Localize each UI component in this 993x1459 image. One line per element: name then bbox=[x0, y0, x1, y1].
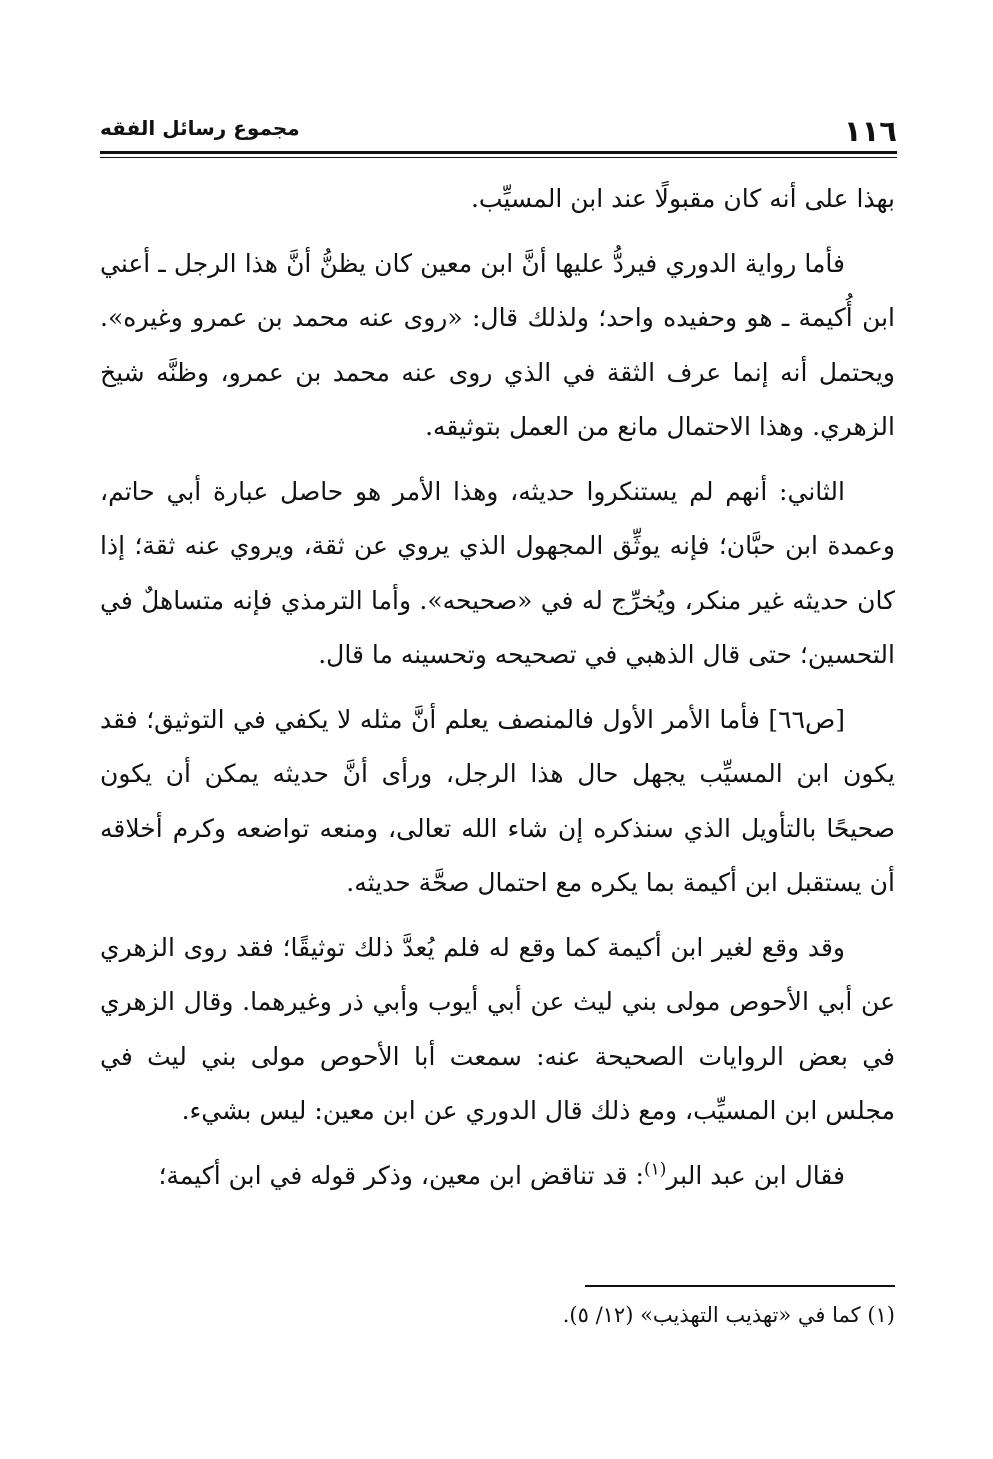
paragraph-second: الثاني: أنهم لم يستنكروا حديثه، وهذا الأمر هو حاصل عبارة أبي حاتم، وعمدة ابن حبَّان؛ فإنه يوثِّق المجهول الذي يروي عن ثقة، ويروي عنه ثقة؛ إذا كان حديثه غير منكر، ويُخرِّج له في «صحيحه». وأما الترمذي فإنه متساهلٌ في التحسين؛ حتى قال الذهبي في تصحيحه وتحسينه ما قال. bbox=[100, 476, 895, 669]
paragraph-ibn-abd-al-barr bbox=[100, 1149, 895, 1204]
header-rule-thick bbox=[100, 151, 897, 154]
paragraph-dawri: فأما رواية الدوري فيردُّ عليها أنَّ ابن معين كان يظنُّ أنَّ هذا الرجل ـ أعني ابن أُكيمة ـ هو وحفيده واحد؛ ولذلك قال: «روى عنه محمد بن عمرو وغيره». ويحتمل أنه إنما عرف الثقة في الذي روى عنه محمد بن عمرو، وظنَّه شيخ الزهري. وهذا الاحتمال مانع من العمل بتوثيقه. bbox=[100, 248, 895, 441]
paragraph-zuhri: وقد وقع لغير ابن أكيمة كما وقع له فلم يُعدَّ ذلك توثيقًا؛ فقد روى الزهري عن أبي الأحوص مولى بني ليث عن أبي أيوب وأبي ذر وغيرهما. وقال الزهري في بعض الروايات الصحيحة عنه: سمعت أبا الأحوص مولى بني ليث في مجلس ابن المسيِّب، ومع ذلك قال الدوري عن ابن معين: ليس بشيء. bbox=[100, 932, 895, 1125]
footnotes bbox=[100, 1298, 895, 1332]
footnote-1: (١) كما في «تهذيب التهذيب» (١٢/ ٥). bbox=[562, 1303, 895, 1327]
running-title: مجموع رسائل الفقه bbox=[100, 116, 300, 140]
footnote-separator bbox=[585, 1285, 895, 1287]
header-rule-thin bbox=[100, 157, 897, 158]
main-text bbox=[100, 172, 895, 1213]
paragraph-text-end: : قد تناقض ابن معين، وذكر قوله في ابن أكيمة؛ bbox=[158, 1160, 644, 1190]
paragraph-first-matter: [ص٦٦] فأما الأمر الأول فالمنصف يعلم أنَّ مثله لا يكفي في التوثيق؛ فقد يكون ابن المسيِّب يجهل حال هذا الرجل، ورأى أنَّ حديثه يمكن أن يكون صحيحًا بالتأويل الذي سنذكره إن شاء الله تعالى، ومنعه تواضعه وكرم أخلاقه أن يستقبل ابن أكيمة بما يكره مع احتمال صحَّة حديثه. bbox=[100, 704, 895, 897]
footnote-marker: (١) bbox=[643, 1159, 667, 1180]
paragraph-text-start: فقال ابن عبد البر bbox=[666, 1160, 845, 1190]
page-header bbox=[100, 112, 897, 152]
paragraph-continuation: بهذا على أنه كان مقبولًا عند ابن المسيِّب. bbox=[470, 184, 895, 213]
page-number: ١١٦ bbox=[843, 114, 897, 148]
